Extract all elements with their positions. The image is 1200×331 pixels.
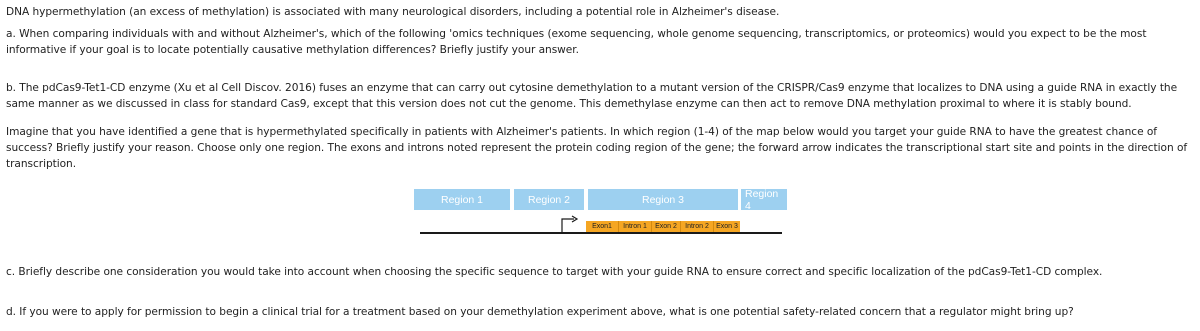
dna-line [420, 232, 782, 234]
region-2-box: Region 2 [514, 189, 584, 210]
region-4-box: Region 4 [741, 189, 787, 210]
segment-intron-1: Intron 1 [618, 221, 651, 232]
region-3-box: Region 3 [588, 189, 738, 210]
question-a: a. When comparing individuals with and without Alzheimer's, which of the following 'omics techniques (exome sequencing, whole genome sequencing, transcriptomics, or proteomics) would you expect to be the most informative if your goal is to locate potentially causative methylation differences? Briefly justify your answer. [6, 28, 1147, 56]
segment-exon-2: Exon 2 [651, 221, 680, 232]
segment-exon-3: Exon 3 [713, 221, 740, 232]
question-c: c. Briefly describe one consideration you would take into account when choosing the specific sequence to target with your guide RNA to ensure correct and specific localization of the pdCas9-Tet1-CD complex. [6, 266, 1103, 278]
intro-text: DNA hypermethylation (an excess of methylation) is associated with many neurological disorders, including a potential role in Alzheimer's disease. [6, 6, 780, 18]
question-d: d. If you were to apply for permission to begin a clinical trial for a treatment based on your demethylation experiment above, what is one potential safety-related concern that a regulator might bring up? [6, 306, 1074, 318]
segment-intron-2: Intron 2 [680, 221, 713, 232]
gene-coding-region [586, 221, 740, 232]
segment-exon-1: Exon1 [592, 223, 612, 230]
region-1-box: Region 1 [414, 189, 510, 210]
question-b-prompt: Imagine that you have identified a gene that is hypermethylated specifically in patients with Alzheimer's patients. In which region (1-4) of the map below would you target your guide RNA to have the greatest chance of success? Briefly justify your reason. Choose only one region. The exons and introns noted represent the protein coding region of the gene; the forward arrow indicates the transcriptional start site and points in the direction of transcription. [6, 126, 1188, 170]
question-b: b. The pdCas9-Tet1-CD enzyme (Xu et al Cell Discov. 2016) fuses an enzyme that can carry out cytosine demethylation to a mutant version of the CRISPR/Cas9 enzyme that localizes to DNA using a guide RNA in exactly the same manner as we discussed in class for standard Cas9, except that this version does not cut the genome. This demethylase enzyme can then act to remove DNA methylation proximal to where it is stably bound. [6, 82, 1178, 110]
transcription-start-arrow-icon [560, 214, 582, 234]
